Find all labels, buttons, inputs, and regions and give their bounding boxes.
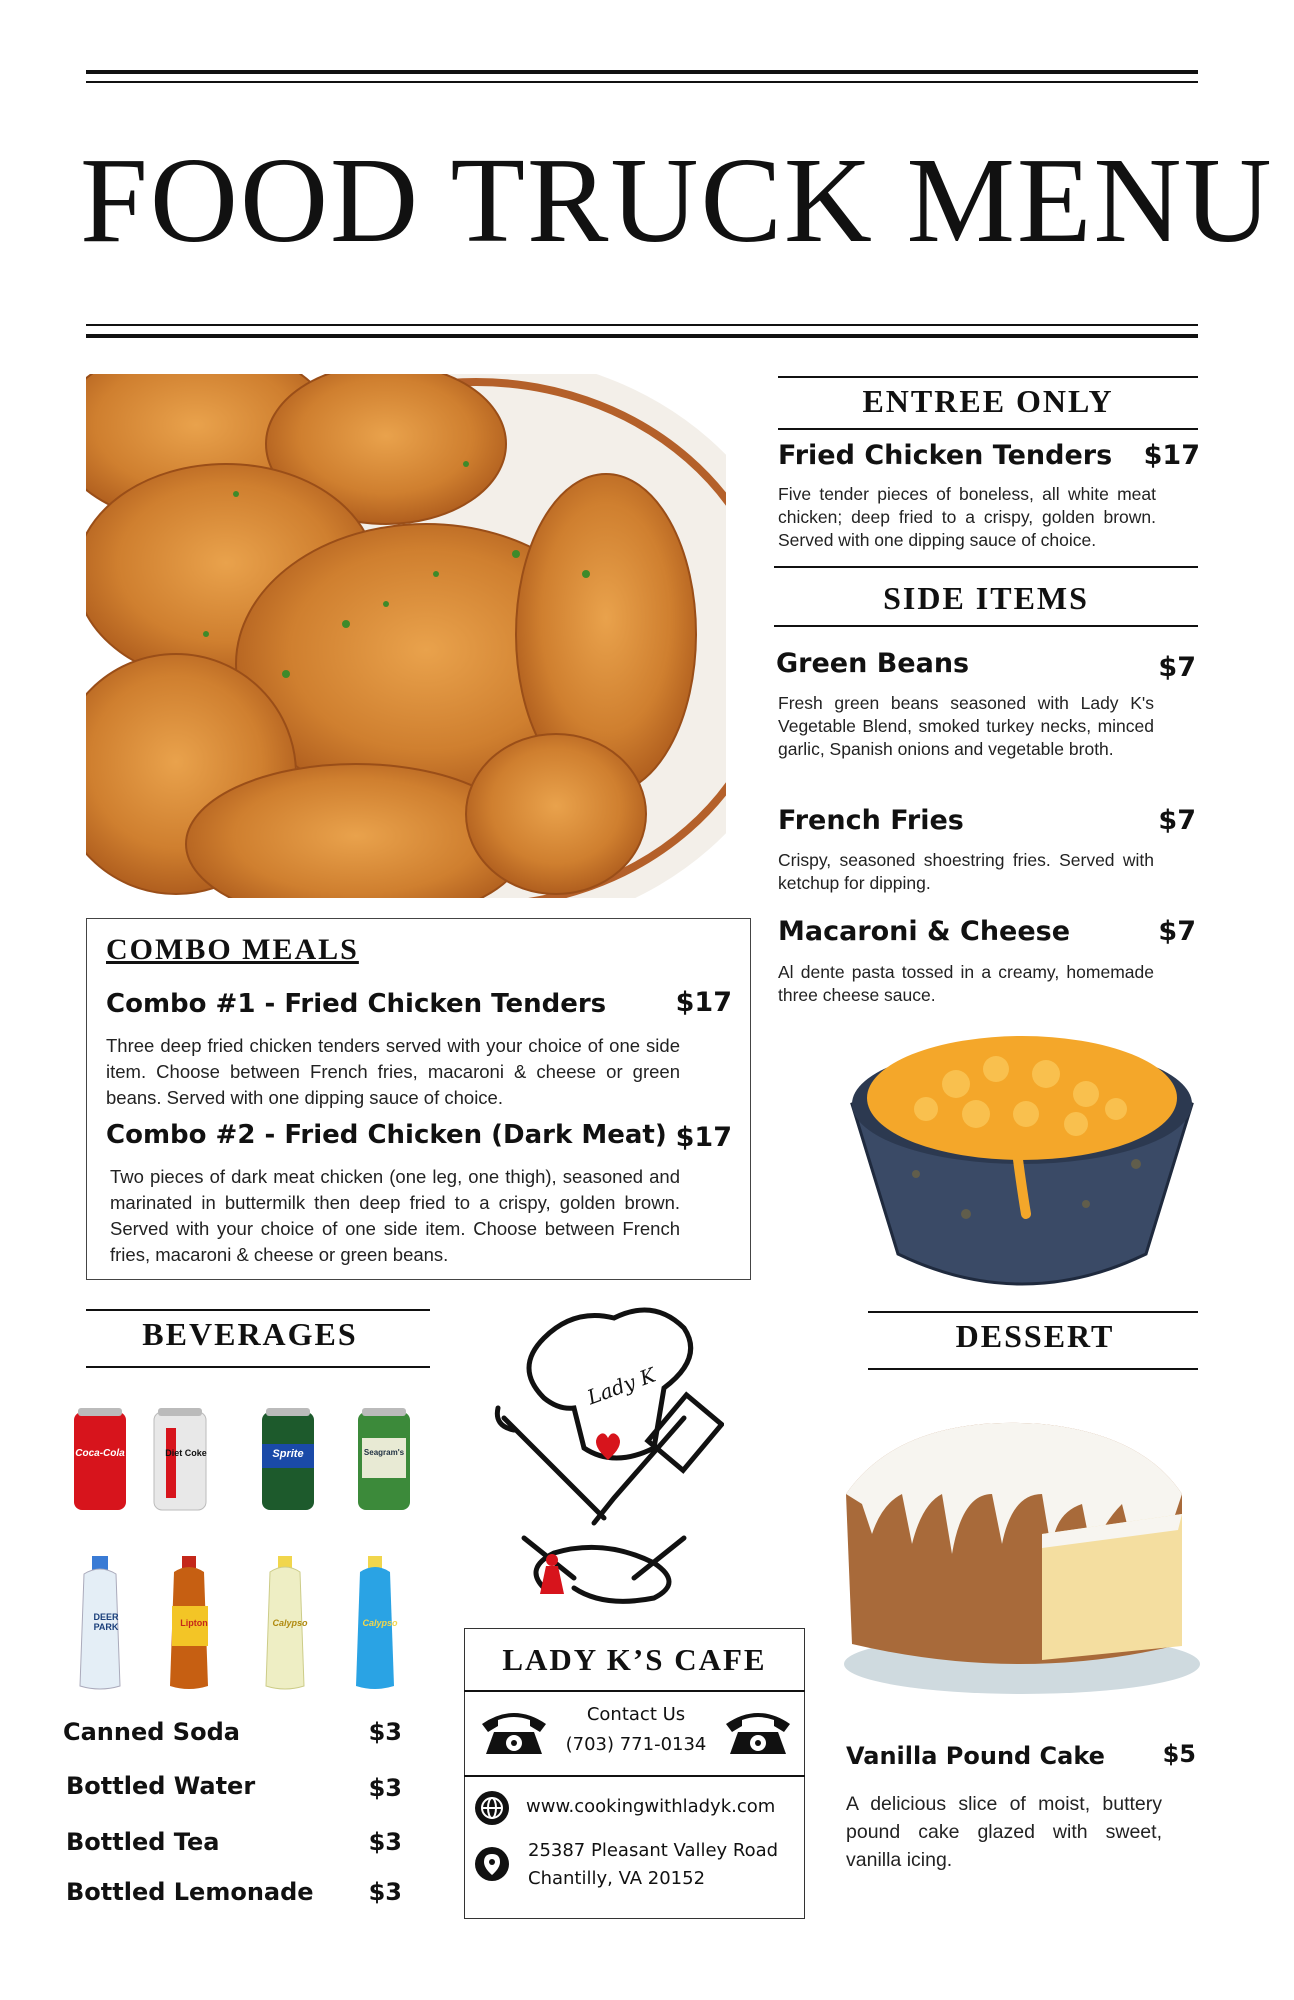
bottle-label: Calypso	[272, 1618, 308, 1628]
cafe-rule-2	[464, 1775, 805, 1777]
beverage-item-price: $3	[368, 1878, 402, 1906]
page-title: FOOD TRUCK MENU	[80, 133, 1274, 268]
dessert-item-desc: A delicious slice of moist, buttery pound cake glazed with sweet, vanilla icing.	[846, 1793, 1162, 1871]
beverage-item-price: $3	[368, 1718, 402, 1746]
dessert-item-name: Vanilla Pound Cake	[846, 1742, 1105, 1770]
bottle-label: DEER PARK	[93, 1612, 119, 1632]
can-label: Seagram's	[363, 1448, 405, 1457]
telephone-icon	[722, 1706, 794, 1760]
cafe-name: LADY K’S CAFE	[502, 1642, 767, 1677]
lady-k-logo	[484, 1298, 724, 1618]
combo-item-name: Combo #1 - Fried Chicken Tenders	[106, 989, 607, 1019]
can-label: Coca-Cola	[75, 1448, 125, 1459]
side-item-desc: Crispy, seasoned shoestring fries. Served with ketchup for dipping.	[778, 850, 1154, 893]
globe-icon	[474, 1790, 510, 1830]
combo-heading: COMBO MEALS	[106, 933, 359, 966]
side-item-price: $7	[1158, 652, 1196, 683]
beverage-item-name: Bottled Water	[66, 1772, 256, 1800]
side-item-name: French Fries	[778, 805, 964, 836]
side-item-name: Green Beans	[776, 648, 970, 679]
side-item-price: $7	[1158, 916, 1196, 947]
logo-text: Lady K	[584, 1362, 659, 1410]
sides-heading: SIDE ITEMS	[883, 580, 1089, 616]
bottle-label: Calypso	[362, 1618, 398, 1628]
beverages-rule-top	[86, 1309, 430, 1311]
sides-rule-bottom	[774, 625, 1198, 627]
entree-item-desc: Five tender pieces of boneless, all white meat chicken; deep fried to a crispy, golden brown. Served with one dipping sauce of choice.	[778, 484, 1156, 550]
can-label: Diet Coke	[165, 1448, 207, 1458]
sides-rule-top	[774, 566, 1198, 568]
beverage-item-price: $3	[368, 1828, 402, 1856]
combo-item-desc: Two pieces of dark meat chicken (one leg, one thigh), seasoned and marinated in buttermilk then deep fried to a crispy, golden brown. Served with your choice of one side item. Choose between French fries, macaroni & cheese or green beans.	[110, 1166, 680, 1265]
cafe-rule-1	[464, 1690, 805, 1692]
beverage-item-name: Bottled Lemonade	[66, 1878, 314, 1906]
dessert-item-price: $5	[1162, 1740, 1196, 1768]
beverage-item-name: Bottled Tea	[66, 1828, 220, 1856]
can-label: Sprite	[272, 1448, 304, 1460]
combo-item-name: Combo #2 - Fried Chicken (Dark Meat)	[106, 1120, 667, 1150]
dessert-rule-bottom	[868, 1368, 1198, 1370]
address-line-2: Chantilly, VA 20152	[528, 1868, 706, 1889]
side-item-desc: Fresh green beans seasoned with Lady K's Vegetable Blend, smoked turkey necks, minced garlic, Spanish onions and vegetable broth.	[778, 693, 1154, 759]
entree-rule-bottom	[778, 428, 1198, 430]
contact-label: Contact Us	[586, 1704, 686, 1725]
location-pin-icon	[474, 1846, 510, 1886]
mac-and-cheese-photo	[846, 1024, 1198, 1294]
dessert-rule-top	[868, 1311, 1198, 1313]
fried-chicken-photo	[86, 374, 726, 898]
address-line-1: 25387 Pleasant Valley Road	[528, 1840, 779, 1861]
entree-item-price: $17	[1143, 440, 1200, 471]
side-item-name: Macaroni & Cheese	[778, 916, 1071, 947]
beverage-item-price: $3	[368, 1774, 402, 1802]
combo-item-price: $17	[675, 1122, 732, 1153]
title-rule-thick	[86, 334, 1198, 338]
combo-item-price: $17	[675, 987, 732, 1018]
entree-item-name: Fried Chicken Tenders	[778, 440, 1113, 471]
title-rule-thin	[86, 324, 1198, 326]
telephone-icon	[478, 1706, 550, 1760]
dessert-heading: DESSERT	[955, 1318, 1115, 1354]
website-link[interactable]: www.cookingwithladyk.com	[526, 1796, 776, 1817]
top-rule-thick	[86, 70, 1198, 74]
bottle-label: Lipton	[180, 1618, 208, 1628]
beverage-item-name: Canned Soda	[63, 1718, 240, 1746]
combo-item-desc: Three deep fried chicken tenders served with your choice of one side item. Choose between French fries, macaroni & cheese or green beans. Served with one dipping sauce of choice.	[106, 1035, 680, 1108]
entree-heading: ENTREE ONLY	[862, 383, 1114, 419]
top-rule-thin	[86, 81, 1198, 83]
side-item-desc: Al dente pasta tossed in a creamy, homemade three cheese sauce.	[778, 962, 1154, 1005]
contact-phone[interactable]: (703) 771-0134	[565, 1734, 707, 1755]
beverages-rule-bottom	[86, 1366, 430, 1368]
entree-rule-top	[778, 376, 1198, 378]
soda-cans-image	[66, 1408, 426, 1514]
side-item-price: $7	[1158, 805, 1196, 836]
beverages-heading: BEVERAGES	[142, 1316, 358, 1352]
pound-cake-photo	[842, 1414, 1202, 1704]
